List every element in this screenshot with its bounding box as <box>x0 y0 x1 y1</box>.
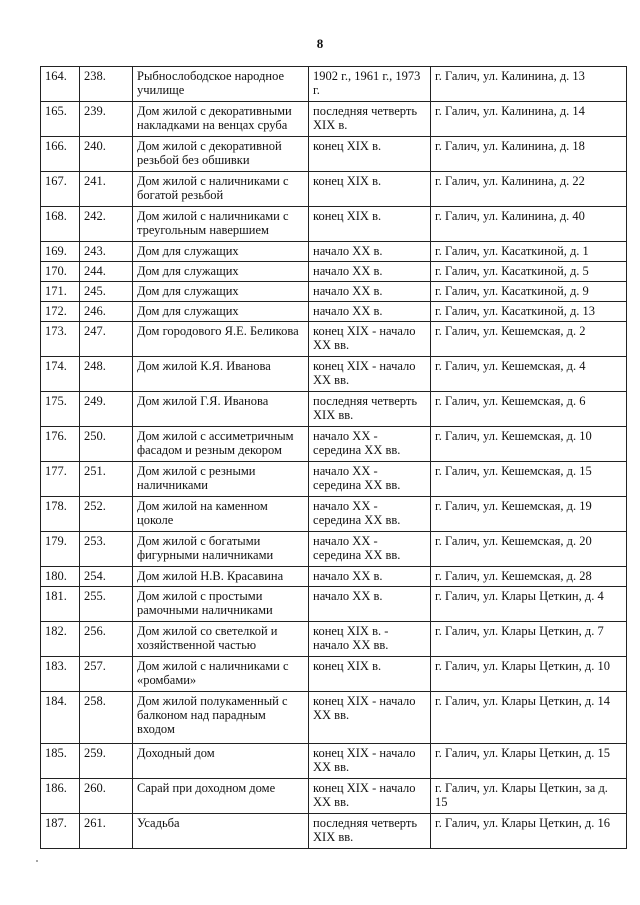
object-address-cell: г. Галич, ул. Калинина, д. 14 <box>431 102 627 137</box>
row-number-cell: 172. <box>41 302 80 322</box>
object-name-cell: Дом жилой с ассиметричным фасадом и резным декором <box>133 427 309 462</box>
registry-number-cell: 253. <box>80 532 133 567</box>
object-address-cell: г. Галич, ул. Кешемская, д. 2 <box>431 322 627 357</box>
object-address-cell: г. Галич, ул. Кешемская, д. 20 <box>431 532 627 567</box>
page-number: 8 <box>316 36 324 51</box>
registry-number-cell: 245. <box>80 282 133 302</box>
object-date-cell: конец XIX - начало XX вв. <box>309 322 431 357</box>
object-name-cell: Дом жилой полукаменный с балконом над парадным входом <box>133 692 309 744</box>
object-name-cell: Дом жилой с наличниками с богатой резьбой <box>133 172 309 207</box>
registry-number-cell: 261. <box>80 814 133 849</box>
registry-number-cell: 244. <box>80 262 133 282</box>
object-name-cell: Дом жилой Г.Я. Иванова <box>133 392 309 427</box>
row-number-cell: 181. <box>41 587 80 622</box>
object-date-cell: конец XIX в. <box>309 207 431 242</box>
object-date-cell: начало XX - середина XX вв. <box>309 427 431 462</box>
table-row <box>41 779 627 814</box>
object-address-cell: г. Галич, ул. Кешемская, д. 4 <box>431 357 627 392</box>
object-address-cell: г. Галич, ул. Калинина, д. 13 <box>431 67 627 102</box>
row-number-cell: 177. <box>41 462 80 497</box>
object-address-cell: г. Галич, ул. Клары Цеткин, д. 15 <box>431 744 627 779</box>
object-address-cell: г. Галич, ул. Клары Цеткин, д. 16 <box>431 814 627 849</box>
object-address-cell: г. Галич, ул. Кешемская, д. 19 <box>431 497 627 532</box>
table-row <box>41 302 627 322</box>
object-date-cell: конец XIX в. - начало XX вв. <box>309 622 431 657</box>
object-date-cell: последняя четверть XIX в. <box>309 102 431 137</box>
row-number-cell: 185. <box>41 744 80 779</box>
row-number-cell: 165. <box>41 102 80 137</box>
row-number-cell: 174. <box>41 357 80 392</box>
table-row <box>41 744 627 779</box>
row-number-cell: 164. <box>41 67 80 102</box>
registry-number-cell: 248. <box>80 357 133 392</box>
object-address-cell: г. Галич, ул. Касаткиной, д. 13 <box>431 302 627 322</box>
heritage-registry-table <box>40 66 627 849</box>
registry-number-cell: 246. <box>80 302 133 322</box>
registry-number-cell: 247. <box>80 322 133 357</box>
object-date-cell: начало XX в. <box>309 567 431 587</box>
row-number-cell: 182. <box>41 622 80 657</box>
object-date-cell: конец XIX - начало XX вв. <box>309 779 431 814</box>
object-date-cell: начало XX - середина XX вв. <box>309 497 431 532</box>
object-address-cell: г. Галич, ул. Кешемская, д. 10 <box>431 427 627 462</box>
object-name-cell: Дом жилой с наличниками с треугольным навершием <box>133 207 309 242</box>
registry-number-cell: 254. <box>80 567 133 587</box>
table-row <box>41 427 627 462</box>
object-name-cell: Рыбнослободское народное училище <box>133 67 309 102</box>
registry-number-cell: 260. <box>80 779 133 814</box>
object-address-cell: г. Галич, ул. Клары Цеткин, д. 10 <box>431 657 627 692</box>
object-address-cell: г. Галич, ул. Калинина, д. 18 <box>431 137 627 172</box>
registry-number-cell: 250. <box>80 427 133 462</box>
object-name-cell: Дом жилой с наличниками с «ромбами» <box>133 657 309 692</box>
table-row <box>41 587 627 622</box>
table-row <box>41 532 627 567</box>
row-number-cell: 171. <box>41 282 80 302</box>
object-name-cell: Дом жилой с резными наличниками <box>133 462 309 497</box>
registry-number-cell: 243. <box>80 242 133 262</box>
object-address-cell: г. Галич, ул. Касаткиной, д. 9 <box>431 282 627 302</box>
object-address-cell: г. Галич, ул. Касаткиной, д. 1 <box>431 242 627 262</box>
registry-number-cell: 238. <box>80 67 133 102</box>
object-date-cell: конец XIX - начало XX вв. <box>309 692 431 744</box>
object-name-cell: Дом для служащих <box>133 302 309 322</box>
table-row <box>41 322 627 357</box>
object-date-cell: 1902 г., 1961 г., 1973 г. <box>309 67 431 102</box>
registry-number-cell: 251. <box>80 462 133 497</box>
scan-speck <box>36 860 38 862</box>
row-number-cell: 180. <box>41 567 80 587</box>
registry-number-cell: 256. <box>80 622 133 657</box>
registry-number-cell: 241. <box>80 172 133 207</box>
table-row <box>41 262 627 282</box>
row-number-cell: 173. <box>41 322 80 357</box>
table-row <box>41 172 627 207</box>
table-row <box>41 102 627 137</box>
object-date-cell: начало XX в. <box>309 282 431 302</box>
object-address-cell: г. Галич, ул. Калинина, д. 40 <box>431 207 627 242</box>
registry-number-cell: 259. <box>80 744 133 779</box>
object-address-cell: г. Галич, ул. Клары Цеткин, д. 4 <box>431 587 627 622</box>
row-number-cell: 166. <box>41 137 80 172</box>
registry-number-cell: 240. <box>80 137 133 172</box>
object-date-cell: последняя четверть XIX вв. <box>309 392 431 427</box>
table-row <box>41 357 627 392</box>
object-name-cell: Сарай при доходном доме <box>133 779 309 814</box>
object-name-cell: Дом жилой со светелкой и хозяйственной частью <box>133 622 309 657</box>
object-date-cell: начало XX - середина XX вв. <box>309 462 431 497</box>
object-date-cell: последняя четверть XIX вв. <box>309 814 431 849</box>
object-name-cell: Дом жилой с богатыми фигурными наличниками <box>133 532 309 567</box>
object-name-cell: Дом городового Я.Е. Беликова <box>133 322 309 357</box>
object-name-cell: Дом жилой на каменном цоколе <box>133 497 309 532</box>
object-address-cell: г. Галич, ул. Касаткиной, д. 5 <box>431 262 627 282</box>
registry-number-cell: 242. <box>80 207 133 242</box>
table-row <box>41 392 627 427</box>
row-number-cell: 179. <box>41 532 80 567</box>
object-name-cell: Дом для служащих <box>133 282 309 302</box>
row-number-cell: 175. <box>41 392 80 427</box>
object-name-cell: Доходный дом <box>133 744 309 779</box>
row-number-cell: 184. <box>41 692 80 744</box>
object-date-cell: конец XIX - начало XX вв. <box>309 744 431 779</box>
object-date-cell: начало XX в. <box>309 262 431 282</box>
object-address-cell: г. Галич, ул. Кешемская, д. 6 <box>431 392 627 427</box>
table-row <box>41 207 627 242</box>
object-name-cell: Дом жилой Н.В. Красавина <box>133 567 309 587</box>
object-name-cell: Дом жилой с декоративными накладками на венцах сруба <box>133 102 309 137</box>
table-row <box>41 692 627 744</box>
object-date-cell: конец XIX - начало XX вв. <box>309 357 431 392</box>
registry-number-cell: 255. <box>80 587 133 622</box>
table-row <box>41 497 627 532</box>
object-address-cell: г. Галич, ул. Клары Цеткин, д. 14 <box>431 692 627 744</box>
row-number-cell: 176. <box>41 427 80 462</box>
object-name-cell: Дом жилой с декоративной резьбой без обшивки <box>133 137 309 172</box>
object-address-cell: г. Галич, ул. Клары Цеткин, д. 7 <box>431 622 627 657</box>
table-row <box>41 462 627 497</box>
row-number-cell: 186. <box>41 779 80 814</box>
registry-number-cell: 249. <box>80 392 133 427</box>
object-address-cell: г. Галич, ул. Калинина, д. 22 <box>431 172 627 207</box>
row-number-cell: 167. <box>41 172 80 207</box>
registry-number-cell: 252. <box>80 497 133 532</box>
object-date-cell: начало XX в. <box>309 242 431 262</box>
row-number-cell: 170. <box>41 262 80 282</box>
table-row <box>41 242 627 262</box>
row-number-cell: 168. <box>41 207 80 242</box>
table-row <box>41 67 627 102</box>
row-number-cell: 187. <box>41 814 80 849</box>
row-number-cell: 178. <box>41 497 80 532</box>
row-number-cell: 169. <box>41 242 80 262</box>
object-date-cell: начало XX в. <box>309 587 431 622</box>
object-date-cell: начало XX в. <box>309 302 431 322</box>
object-date-cell: начало XX - середина XX вв. <box>309 532 431 567</box>
object-name-cell: Дом жилой с простыми рамочными наличниками <box>133 587 309 622</box>
object-name-cell: Дом жилой К.Я. Иванова <box>133 357 309 392</box>
object-address-cell: г. Галич, ул. Кешемская, д. 15 <box>431 462 627 497</box>
registry-number-cell: 258. <box>80 692 133 744</box>
object-name-cell: Дом для служащих <box>133 262 309 282</box>
object-name-cell: Дом для служащих <box>133 242 309 262</box>
table-row <box>41 137 627 172</box>
object-address-cell: г. Галич, ул. Кешемская, д. 28 <box>431 567 627 587</box>
table-row <box>41 657 627 692</box>
row-number-cell: 183. <box>41 657 80 692</box>
table-row <box>41 814 627 849</box>
object-date-cell: конец XIX в. <box>309 657 431 692</box>
object-name-cell: Усадьба <box>133 814 309 849</box>
table-row <box>41 282 627 302</box>
object-date-cell: конец XIX в. <box>309 172 431 207</box>
table-row <box>41 622 627 657</box>
object-date-cell: конец XIX в. <box>309 137 431 172</box>
object-address-cell: г. Галич, ул. Клары Цеткин, за д. 15 <box>431 779 627 814</box>
table-body <box>41 67 627 849</box>
registry-number-cell: 239. <box>80 102 133 137</box>
registry-number-cell: 257. <box>80 657 133 692</box>
table-row <box>41 567 627 587</box>
